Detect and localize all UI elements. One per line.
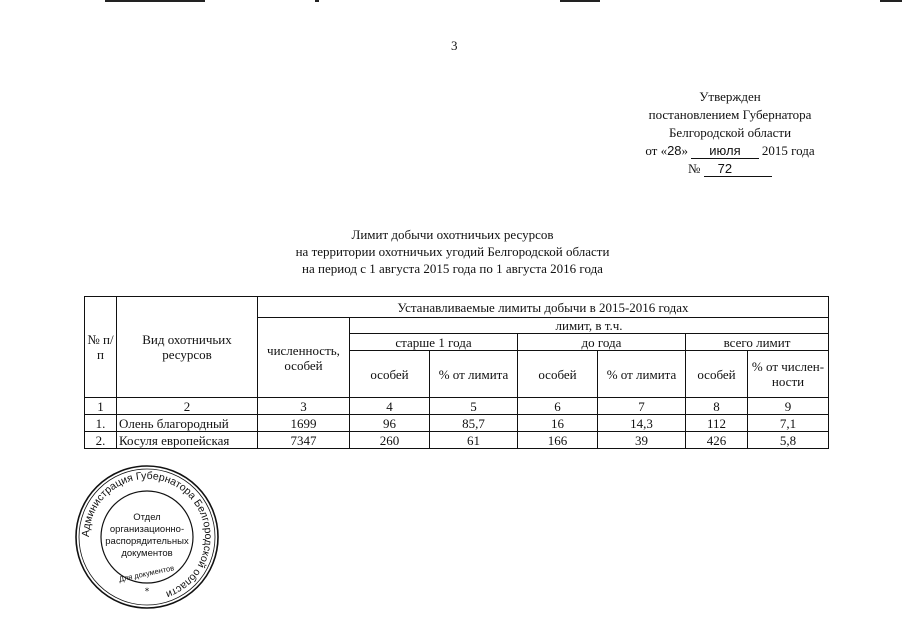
stamp-star-icon: * [144, 587, 150, 597]
table-cell: 96 [350, 415, 430, 432]
col-num-cell: 6 [518, 398, 598, 415]
stamp-inner-line-2: организационно- [109, 524, 185, 535]
header-population: численность, особей [258, 318, 350, 398]
scan-line-3 [560, 0, 600, 2]
official-stamp [72, 462, 222, 612]
stamp-bottom-text: Для документов [118, 563, 175, 584]
title-line-3: на период с 1 августа 2015 года по 1 августа 2016 года [302, 261, 603, 276]
col-num-cell: 9 [748, 398, 829, 415]
header-younger-ind: особей [518, 351, 598, 398]
stamp-inner-line-3: распорядительных [105, 536, 189, 547]
col-num-cell: 2 [117, 398, 258, 415]
table-cell: 1699 [258, 415, 350, 432]
date-month: июля [691, 143, 758, 159]
stamp-inner-line-4: документов [121, 548, 173, 559]
date-prefix: от « [645, 143, 668, 158]
approval-line-2: постановлением Губернатора [648, 107, 812, 122]
table-cell: 5,8 [748, 432, 829, 449]
approval-block [620, 88, 840, 178]
title-line-2: на территории охотничьих угодий Белгородской области [295, 244, 610, 259]
header-kind: Вид охотничьих ресурсов [117, 297, 258, 398]
table-cell: 16 [518, 415, 598, 432]
column-numbers-row [85, 398, 829, 415]
header-limit-incl: лимит, в т.ч. [350, 318, 829, 334]
stamp-inner-line-1: Отдел [133, 512, 161, 523]
table-row [85, 415, 829, 432]
header-older-ind: особей [350, 351, 430, 398]
table-cell: 1. [85, 415, 117, 432]
limits-table [84, 296, 829, 449]
table-row [85, 432, 829, 449]
date-year: 2015 года [761, 143, 815, 158]
table-cell: 14,3 [598, 415, 686, 432]
table-cell: 85,7 [430, 415, 518, 432]
table-cell: 112 [686, 415, 748, 432]
col-num-cell: 4 [350, 398, 430, 415]
stamp-outer-text: Администрация Губернатора Белгородской области [79, 469, 215, 601]
date-sep: » [681, 143, 689, 158]
header-older-pct: % от лимита [430, 351, 518, 398]
approval-line-3: Белгородской области [668, 125, 792, 140]
date-day: 28 [667, 143, 682, 158]
header-total: всего лимит [686, 334, 829, 351]
page-number: 3 [451, 38, 458, 53]
number-label: № [687, 161, 701, 176]
header-total-ind: особей [686, 351, 748, 398]
header-older: старше 1 года [350, 334, 518, 351]
table-cell: 166 [518, 432, 598, 449]
scan-line-2 [315, 0, 319, 2]
table-cell: 2. [85, 432, 117, 449]
col-num-cell: 5 [430, 398, 518, 415]
table-cell: 426 [686, 432, 748, 449]
approval-line-1: Утвержден [699, 89, 761, 104]
scan-line-1 [105, 0, 205, 2]
col-num-cell: 8 [686, 398, 748, 415]
title-line-1: Лимит добычи охотничьих ресурсов [351, 227, 554, 242]
approval-date [620, 142, 840, 160]
col-num-cell: 1 [85, 398, 117, 415]
table-cell: Косуля европейская [117, 432, 258, 449]
header-younger: до года [518, 334, 686, 351]
header-limits-group: Устанавливаемые лимиты добычи в 2015-2016 годах [258, 297, 829, 318]
col-num-cell: 3 [258, 398, 350, 415]
scan-line-4 [880, 0, 902, 2]
approval-number [620, 160, 840, 178]
number-value: 72 [704, 161, 772, 177]
col-num-cell: 7 [598, 398, 686, 415]
header-younger-pct: % от лимита [598, 351, 686, 398]
header-total-pct: % от числен-ности [748, 351, 829, 398]
table-cell: Олень благородный [117, 415, 258, 432]
document-title [200, 226, 705, 277]
table-cell: 7347 [258, 432, 350, 449]
table-cell: 7,1 [748, 415, 829, 432]
header-num: № п/п [85, 297, 117, 398]
table-cell: 61 [430, 432, 518, 449]
table-cell: 39 [598, 432, 686, 449]
table-cell: 260 [350, 432, 430, 449]
